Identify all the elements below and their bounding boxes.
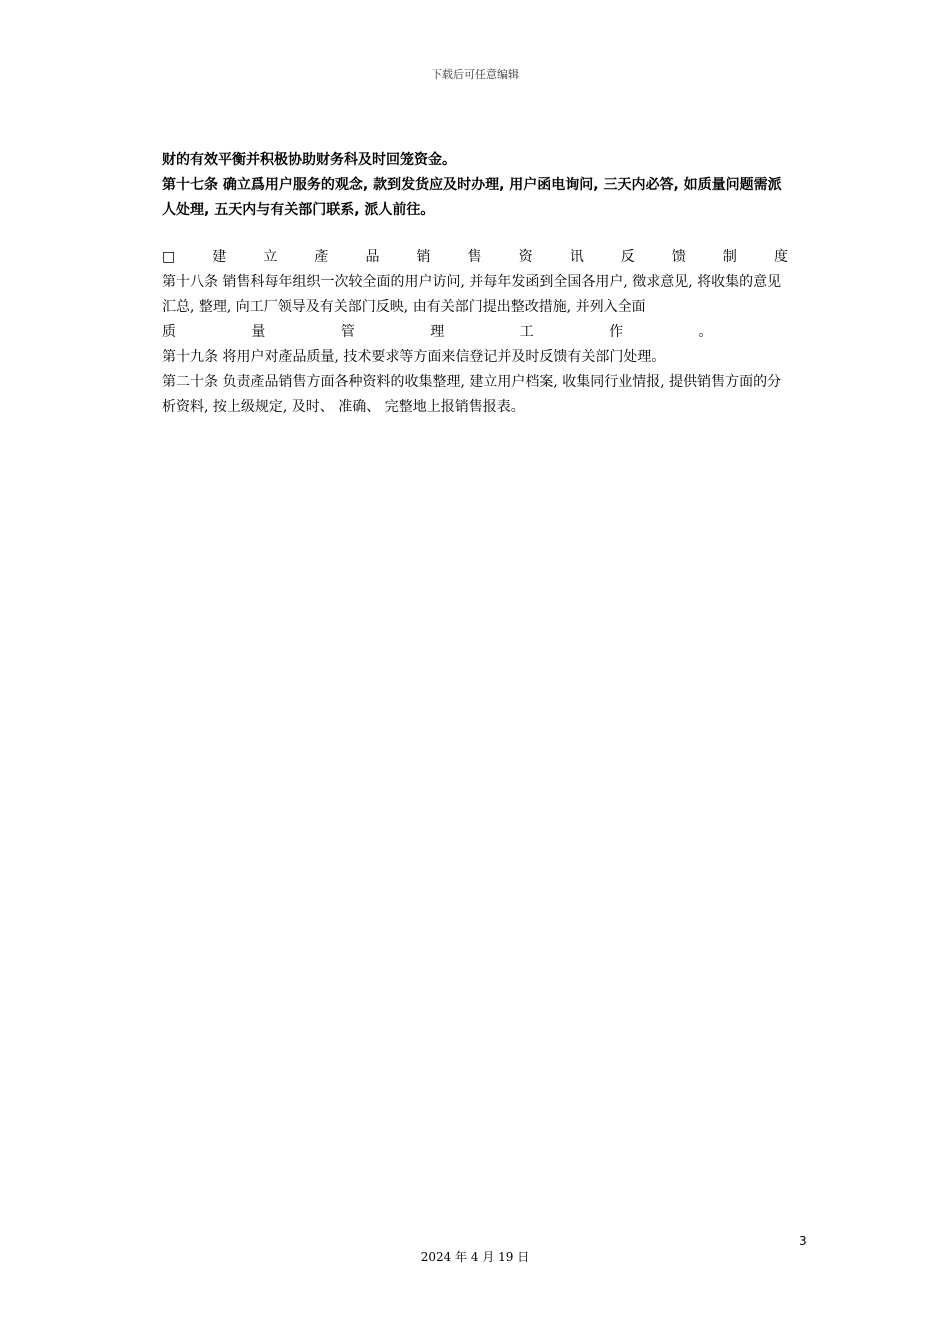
tail-char: 作: [609, 324, 624, 340]
heading-char: 资: [518, 249, 533, 265]
page-header: 下载后可任意编辑: [431, 68, 519, 81]
heading-char: 反: [620, 249, 635, 265]
heading-char: 制: [722, 249, 737, 265]
footer-date: 2024 年 4 月 19 日: [420, 1250, 530, 1264]
tail-char: 质: [162, 324, 176, 340]
section-1: [162, 148, 788, 223]
tail-char: 。: [698, 324, 713, 340]
paragraph-continuation: 财的有效平衡并积极协助财务科及时回笼资金。: [162, 152, 456, 168]
heading-char: 馈: [671, 249, 686, 265]
heading-char: 度: [773, 249, 788, 265]
article-20: 第二十条 负责產品销售方面各种资料的收集整理, 建立用户档案, 收集同行业情报, 提供销售方面的分析资料, 按上级规定, 及时、 准确、 完整地上报销售报表。: [162, 374, 782, 415]
tail-char: 理: [430, 324, 445, 340]
heading-char: 讯: [569, 249, 584, 265]
heading-char: 售: [467, 249, 482, 265]
heading-char: 產: [314, 249, 329, 265]
article-17: 第十七条 确立爲用户服务的观念, 款到发货应及时办理, 用户函电询问, 三天内必答, 如质量问题需派人处理, 五天内与有关部门联系, 派人前往。: [162, 177, 782, 218]
tail-char: 量: [251, 324, 266, 340]
heading-char: 立: [263, 249, 278, 265]
section-heading: [162, 245, 788, 270]
article-19: 第十九条 将用户对產品质量, 技术要求等方面来信登记并及时反馈有关部门处理。: [162, 349, 666, 365]
heading-char: □: [162, 249, 176, 265]
tail-char: 管: [340, 324, 355, 340]
section-2: [162, 245, 788, 420]
heading-char: 销: [416, 249, 431, 265]
article-18: 第十八条 销售科每年组织一次较全面的用户访问, 并每年发函到全国各用户, 徵求意见, 将收集的意见汇总, 整理, 向工厂领导及有关部门反映, 由有关部门提出整改措施, 并列入全面: [162, 274, 782, 315]
heading-char: 建: [212, 249, 227, 265]
heading-char: 品: [365, 249, 380, 265]
article-18-tail: [162, 320, 788, 345]
tail-char: 工: [519, 324, 534, 340]
page-number: 3: [799, 1234, 807, 1248]
